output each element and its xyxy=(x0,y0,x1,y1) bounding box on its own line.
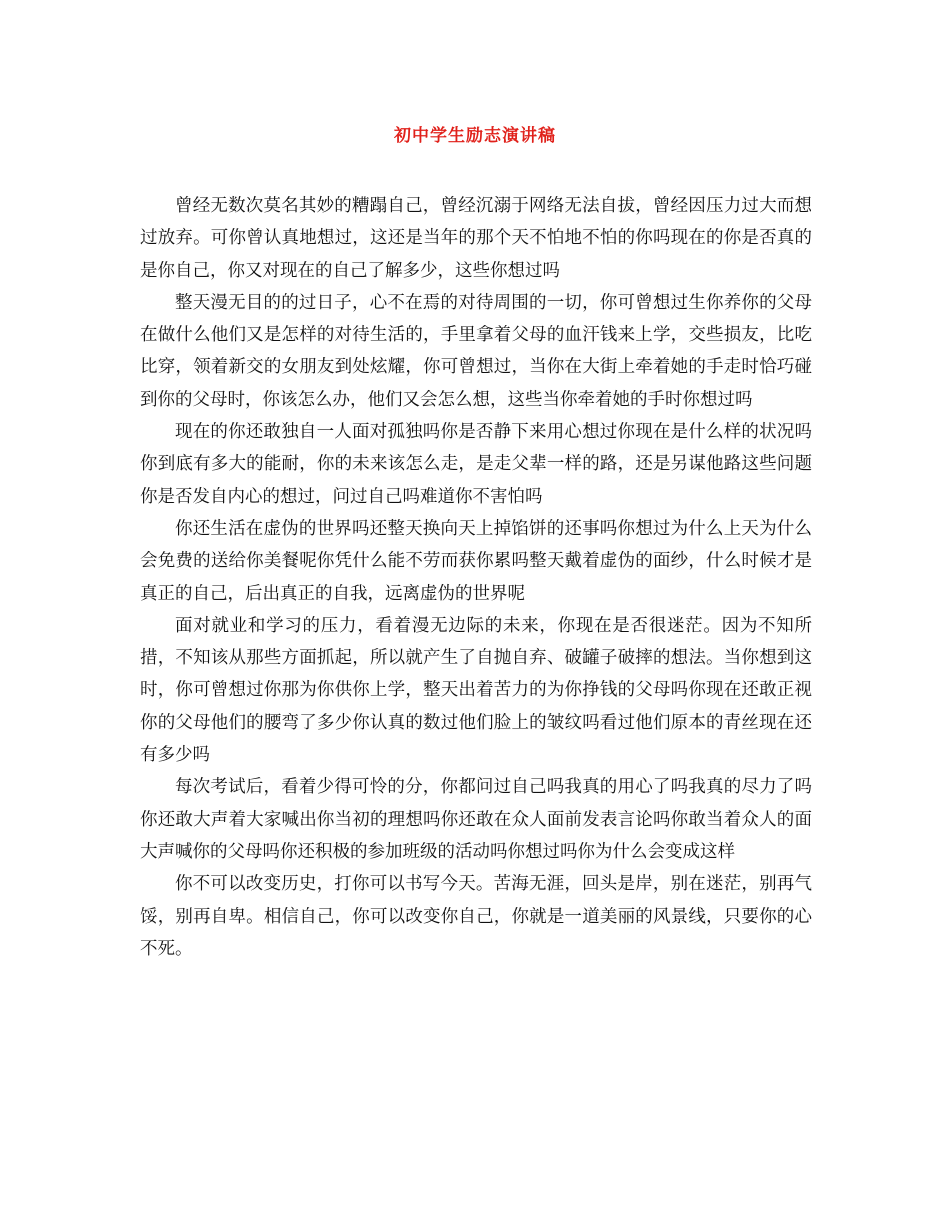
paragraph-1: 曾经无数次莫名其妙的糟蹋自己，曾经沉溺于网络无法自拔，曾经因压力过大而想过放弃。可你曾认真地想过，这还是当年的那个天不怕地不怕的你吗现在的你是否真的是你自己，你又对现在的自己了解多少，这些你想过吗 xyxy=(140,196,812,281)
paragraph-6: 每次考试后，看着少得可怜的分，你都问过自己吗我真的用心了吗我真的尽力了吗你还敢大声着大家喊出你当初的理想吗你还敢在众人面前发表言论吗你敢当着众人的面大声喊你的父母吗你还积极的参加班级的活动吗你想过吗你为什么会变成这样 xyxy=(140,777,812,862)
paragraph-4: 你还生活在虚伪的世界吗还整天换向天上掉馅饼的还事吗你想过为什么上天为什么会免费的送给你美餐呢你凭什么能不劳而获你累吗整天戴着虚伪的面纱，什么时候才是真正的自己，后出真正的自我，远离虚伪的世界呢 xyxy=(140,518,812,604)
paragraph-3: 现在的你还敢独自一人面对孤独吗你是否静下来用心想过你现在是什么样的状况吗你到底有多大的能耐，你的未来该怎么走，是走父辈一样的路，还是另谋他路这些问题你是否发自内心的想过，问过自己吗难道你不害怕吗 xyxy=(140,422,812,507)
paragraph-5: 面对就业和学习的压力，看着漫无边际的未来，你现在是否很迷茫。因为不知所措，不知该从那些方面抓起，所以就产生了自抛自弃、破罐子破摔的想法。当你想到这时，你可曾想过你那为你供你上学，整天出着苦力的为你挣钱的父母吗你现在还敢正视你的父母他们的腰弯了多少你认真的数过他们脸上的皱纹吗看过他们原本的青丝现在还有多少吗 xyxy=(140,615,812,766)
page-title: 初中学生励志演讲稿 xyxy=(394,126,556,146)
paragraph-2: 整天漫无目的的过日子，心不在焉的对待周围的一切，你可曾想过生你养你的父母在做什么他们又是怎样的对待生活的，手里拿着父母的血汗钱来上学，交些损友，比吃比穿，领着新交的女朋友到处炫耀，你可曾想过，当你在大街上牵着她的手走时恰巧碰到你的父母时，你该怎么办，他们又会怎么想，这些当你牵着她的手时你想过吗 xyxy=(140,292,812,410)
document-body xyxy=(140,190,812,965)
paragraph-7: 你不可以改变历史，打你可以书写今天。苦海无涯，回头是岸，别在迷茫，别再气馁，别再自卑。相信自己，你可以改变你自己，你就是一道美丽的风景线，只要你的心不死。 xyxy=(140,874,812,959)
